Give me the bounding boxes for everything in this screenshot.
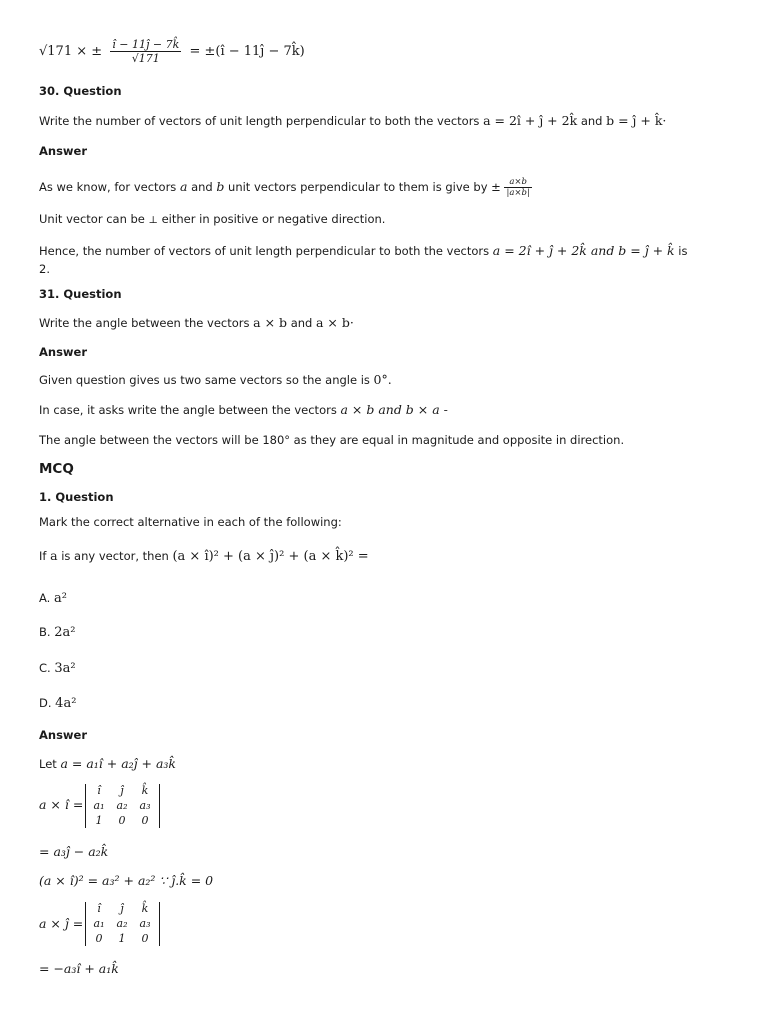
determinant-2 [85, 902, 161, 948]
q31-answer-line1 [39, 372, 392, 387]
option-a-label: A. [39, 591, 51, 605]
q30-answer-label: Answer [39, 144, 88, 158]
det2-cell: a₂ [116, 917, 128, 930]
det1-cell: 0 [118, 814, 126, 827]
det1-cell: 0 [141, 814, 149, 827]
det1-result: = a₃ĵ − a₂k̂ [39, 844, 109, 859]
q30-vec-b: b = ĵ + k̂· [606, 113, 667, 128]
option-a[interactable] [39, 591, 67, 606]
q31-l2-pre: In case, it asks write the angle between the vectors [39, 403, 337, 417]
mcq-answer-label: Answer [39, 728, 88, 742]
q31-answer-line2 [39, 402, 448, 417]
q30-l2-perp: ⊥ [148, 215, 158, 226]
q31-m2: a × b· [315, 315, 354, 330]
q30-l1-frac-den: |a×b| [506, 188, 530, 198]
det2-cell: a₃ [139, 917, 151, 930]
top-eq-fraction [110, 38, 181, 65]
q30-answer-value: 2. [39, 262, 50, 276]
q30-l1-frac-num: a×b [504, 177, 531, 188]
det2-cell: 0 [95, 932, 103, 945]
option-c[interactable] [39, 661, 76, 676]
q30-l1-and: and [191, 180, 213, 194]
q30-l3-math: a = 2î + ĵ + 2k̂ and b = ĵ + k̂ [492, 243, 675, 258]
mcq-q1-pre: If [39, 549, 47, 563]
top-eq-rhs: = ±(î − 11ĵ − 7k̂) [189, 44, 305, 59]
option-c-value: 3a² [54, 661, 76, 676]
q30-l3-pre: Hence, the number of vectors of unit length perpendicular to both the vectors [39, 244, 490, 258]
det1-cell: î [97, 784, 101, 797]
q30-question [39, 113, 666, 128]
option-c-label: C. [39, 661, 51, 675]
q30-l1-text: As we know, for vectors [39, 180, 177, 194]
q31-heading: 31. Question [39, 287, 122, 301]
det2-cell: ĵ [120, 902, 124, 915]
q30-answer-line1 [39, 177, 532, 198]
q30-l1-b: b [216, 179, 225, 194]
mcq-let-math: a = a₁î + a₂ĵ + a₃k̂ [60, 756, 177, 771]
q30-l2-pre: Unit vector can be [39, 212, 145, 226]
det2-cell: k̂ [141, 902, 149, 915]
det1-lhs: a × î = [39, 797, 84, 812]
q31-answer-label: Answer [39, 345, 88, 359]
q31-answer-line3: The angle between the vectors will be 180° as they are equal in magnitude and opposite in direction. [39, 433, 625, 447]
top-equation [39, 38, 305, 65]
det1-cell: a₃ [139, 799, 151, 812]
det2-cell: 0 [141, 932, 149, 945]
q31-l1-val: 0°. [373, 372, 392, 387]
option-d[interactable] [39, 696, 76, 711]
q30-l1-rest: unit vectors perpendicular to them is give by ± [228, 180, 501, 194]
det2-lhs: a × ĵ = [39, 916, 84, 931]
top-eq-frac-num: î − 11ĵ − 7k̂ [112, 38, 180, 51]
mcq-heading: MCQ [39, 461, 74, 477]
determinant-1 [85, 784, 161, 830]
top-eq-left: √171 × ± [39, 44, 103, 59]
option-d-value: 4a² [55, 696, 77, 711]
det1-cell: a₁ [93, 799, 105, 812]
q30-l1-a: a [179, 179, 188, 194]
q31-l2-math: a × b and b × a - [340, 402, 448, 417]
mcq-q1-a: a [50, 548, 58, 563]
q31-l1-text: Given question gives us two same vectors so the angle is [39, 373, 370, 387]
mcq-let-pre: Let [39, 757, 57, 771]
det1-cell: 1 [95, 814, 103, 827]
q30-answer-line2 [39, 212, 385, 226]
det1-cell: a₂ [116, 799, 128, 812]
mcq-let-line [39, 756, 176, 771]
mcq-q1-heading: 1. Question [39, 490, 114, 504]
mcq-q1-mid: is any vector, then [61, 549, 169, 563]
mcq-q1-expr: (a × î)² + (a × ĵ)² + (a × k̂)² = [172, 549, 369, 564]
square-1: (a × î)² = a₃² + a₂² ∵ ĵ.k̂ = 0 [39, 873, 214, 888]
q30-vec-a: a = 2î + ĵ + 2k̂ [483, 113, 578, 128]
q31-text: Write the angle between the vectors [39, 316, 250, 330]
det1-cell: k̂ [141, 784, 149, 797]
q30-heading: 30. Question [39, 84, 122, 98]
det2-result: = −a₃î + a₁k̂ [39, 961, 119, 976]
q30-text: Write the number of vectors of unit length perpendicular to both the vectors [39, 114, 480, 128]
det2-cell: î [97, 902, 101, 915]
top-eq-frac-den: √171 [131, 52, 160, 65]
option-b-value: 2a² [54, 625, 76, 640]
option-a-value: a² [53, 591, 67, 606]
option-b-label: B. [39, 625, 51, 639]
det1-cell: ĵ [120, 784, 124, 797]
mcq-q1-question [39, 548, 369, 564]
q30-answer-line3 [39, 243, 687, 258]
q30-l1-fraction [504, 177, 531, 198]
q30-l2-post: either in positive or negative direction. [161, 212, 386, 226]
mcq-q1-instruction: Mark the correct alternative in each of the following: [39, 515, 342, 529]
det2-cell: a₁ [93, 917, 105, 930]
q31-m1: a × b [253, 315, 288, 330]
q31-question [39, 315, 354, 330]
option-b[interactable] [39, 625, 75, 640]
q30-and: and [580, 114, 603, 128]
option-d-label: D. [39, 696, 52, 710]
q31-and: and [290, 316, 313, 330]
det2-cell: 1 [118, 932, 126, 945]
q30-l3-post: is [678, 244, 688, 258]
